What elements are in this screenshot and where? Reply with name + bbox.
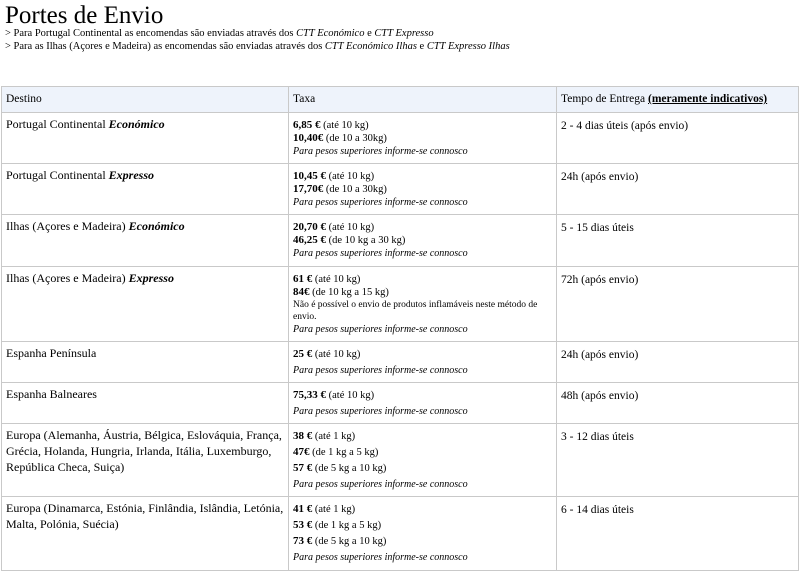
table-row <box>2 113 799 164</box>
heavier-weights-note: Para pesos superiores informe-se connosco <box>293 146 468 157</box>
table-row <box>2 497 799 571</box>
table-row <box>2 342 799 383</box>
restriction-note: Não é possível o envio de produtos inflamáveis neste método de envio. <box>293 300 538 322</box>
price-line: 46,25 € (de 10 kg a 30 kg) <box>293 234 406 246</box>
table-row <box>2 164 799 215</box>
heavier-weights-note: Para pesos superiores informe-se connosco <box>293 324 468 335</box>
destination-cell: Ilhas (Açores e Madeira) Expresso <box>2 267 289 342</box>
price-line: 75,33 € (até 10 kg) <box>293 389 375 401</box>
delivery-time-cell: 24h (após envio) <box>557 342 799 383</box>
rate-cell <box>289 424 557 497</box>
destination-cell: Espanha Península <box>2 342 289 383</box>
destination-cell: Europa (Alemanha, Áustria, Bélgica, Eslováquia, França, Grécia, Holanda, Hungria, Irlanda, Itália, Luxemburgo, República Checa, Suiça) <box>2 424 289 497</box>
price-line: 20,70 € (até 10 kg) <box>293 221 375 233</box>
rate-cell <box>289 383 557 424</box>
heavier-weights-note: Para pesos superiores informe-se connosco <box>293 248 468 259</box>
rate-cell <box>289 342 557 383</box>
price-line: 25 € (até 10 kg) <box>293 348 361 360</box>
table-row <box>2 424 799 497</box>
rate-cell <box>289 113 557 164</box>
price-line: 10,40€ (de 10 a 30kg) <box>293 132 387 144</box>
table-header-row <box>2 87 799 113</box>
price-line: 57 € (de 5 kg a 10 kg) <box>293 462 387 474</box>
header-taxa: Taxa <box>289 87 557 113</box>
intro-notes <box>5 27 510 53</box>
delivery-time-cell: 5 - 15 dias úteis <box>557 215 799 267</box>
table-row <box>2 383 799 424</box>
destination-cell: Portugal Continental Económico <box>2 113 289 164</box>
rate-cell <box>289 497 557 571</box>
price-line: 38 € (até 1 kg) <box>293 430 356 442</box>
rate-cell <box>289 267 557 342</box>
price-line: 61 € (até 10 kg) <box>293 273 361 285</box>
destination-cell: Ilhas (Açores e Madeira) Económico <box>2 215 289 267</box>
header-tempo: Tempo de Entrega (meramente indicativos) <box>557 87 799 113</box>
heavier-weights-note: Para pesos superiores informe-se connosco <box>293 479 468 490</box>
delivery-time-cell: 48h (após envio) <box>557 383 799 424</box>
header-destino: Destino <box>2 87 289 113</box>
destination-cell: Europa (Dinamarca, Estónia, Finlândia, Islândia, Letónia, Malta, Polónia, Suécia) <box>2 497 289 571</box>
price-line: 10,45 € (até 10 kg) <box>293 170 375 182</box>
delivery-time-cell: 3 - 12 dias úteis <box>557 424 799 497</box>
heavier-weights-note: Para pesos superiores informe-se connosco <box>293 406 468 417</box>
page-title: Portes de Envio <box>5 2 164 29</box>
rate-cell <box>289 215 557 267</box>
indicative-link[interactable]: (meramente indicativos) <box>648 93 768 105</box>
delivery-time-cell: 2 - 4 dias úteis (após envio) <box>557 113 799 164</box>
destination-cell: Portugal Continental Expresso <box>2 164 289 215</box>
table-row <box>2 215 799 267</box>
price-line: 84€ (de 10 kg a 15 kg) <box>293 286 389 298</box>
destination-cell: Espanha Balneares <box>2 383 289 424</box>
heavier-weights-note: Para pesos superiores informe-se connosco <box>293 365 468 376</box>
price-line: 41 € (até 1 kg) <box>293 503 356 515</box>
delivery-time-cell: 24h (após envio) <box>557 164 799 215</box>
price-line: 17,70€ (de 10 a 30kg) <box>293 183 387 195</box>
delivery-time-cell: 72h (após envio) <box>557 267 799 342</box>
table-row <box>2 267 799 342</box>
price-line: 53 € (de 1 kg a 5 kg) <box>293 519 382 531</box>
price-line: 47€ (de 1 kg a 5 kg) <box>293 446 379 458</box>
shipping-table <box>1 86 799 571</box>
heavier-weights-note: Para pesos superiores informe-se connosco <box>293 552 468 563</box>
intro-line: > Para Portugal Continental as encomendas são enviadas através dos CTT Económico e CTT Expresso <box>5 28 434 39</box>
heavier-weights-note: Para pesos superiores informe-se connosco <box>293 197 468 208</box>
delivery-time-cell: 6 - 14 dias úteis <box>557 497 799 571</box>
price-line: 73 € (de 5 kg a 10 kg) <box>293 535 387 547</box>
rate-cell <box>289 164 557 215</box>
price-line: 6,85 € (até 10 kg) <box>293 119 369 131</box>
intro-line: > Para as Ilhas (Açores e Madeira) as encomendas são enviadas através dos CTT Económico Ilhas e CTT Expresso Ilhas <box>5 41 510 52</box>
